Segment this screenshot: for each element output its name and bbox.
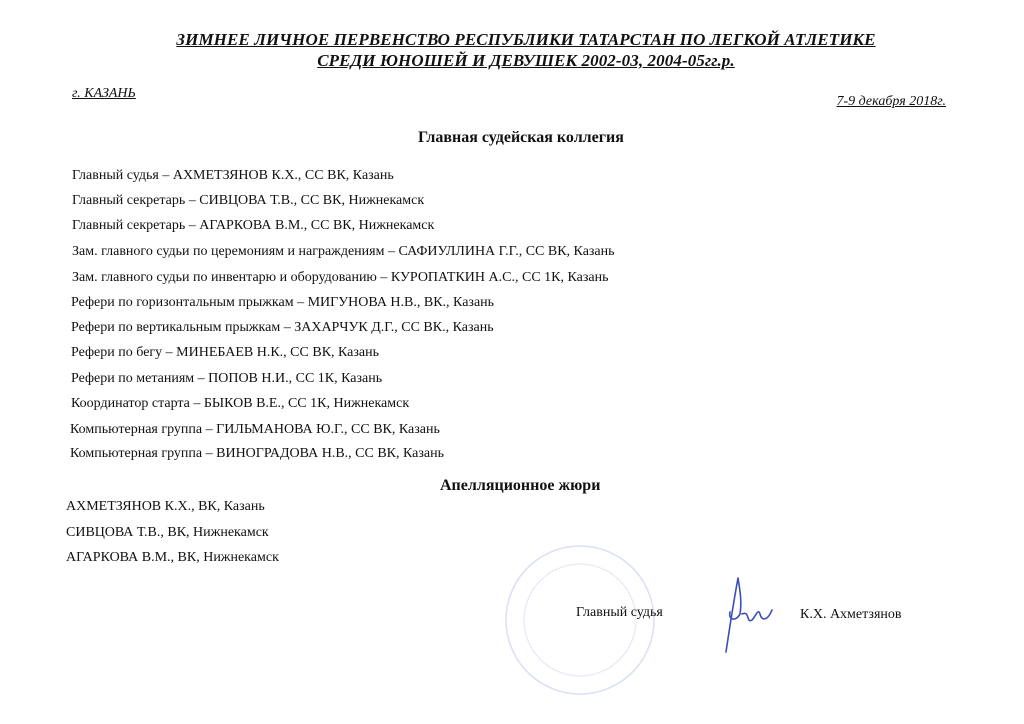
list-item: Главный судья – АХМЕТЗЯНОВ К.Х., СС ВК, Казань: [72, 168, 394, 183]
jury-section-title: Апелляционное жюри: [440, 477, 601, 494]
list-item: Рефери по бегу – МИНЕБАЕВ Н.К., СС ВК, Казань: [71, 345, 380, 360]
signature-name: К.Х. Ахметзянов: [800, 607, 902, 622]
list-item: Компьютерная группа – ВИНОГРАДОВА Н.В., СС ВК, Казань: [70, 446, 445, 461]
list-item: АГАРКОВА В.М., ВК, Нижнекамск: [66, 550, 279, 565]
document-title-line-1: ЗИМНЕЕ ЛИЧНОЕ ПЕРВЕНСТВО РЕСПУБЛИКИ ТАТАРСТАН ПО ЛЕГКОЙ АТЛЕТИКЕ: [176, 30, 876, 49]
list-item: Рефери по вертикальным прыжкам – ЗАХАРЧУК Д.Г., СС ВК., Казань: [71, 320, 494, 335]
list-item: Рефери по метаниям – ПОПОВ Н.И., СС 1К, Казань: [71, 371, 383, 386]
document-title-line-2: СРЕДИ ЮНОШЕЙ И ДЕВУШЕК 2002-03, 2004-05гг.р.: [317, 51, 735, 70]
city-label: г. КАЗАНЬ: [72, 86, 136, 101]
list-item: Рефери по горизонтальным прыжкам – МИГУНОВА Н.В., ВК., Казань: [71, 295, 495, 310]
list-item: Главный секретарь – АГАРКОВА В.М., СС ВК, Нижнекамск: [72, 218, 435, 233]
list-item: Главный секретарь – СИВЦОВА Т.В., СС ВК, Нижнекамск: [72, 193, 425, 208]
list-item: АХМЕТЗЯНОВ К.Х., ВК, Казань: [66, 499, 265, 514]
list-item: СИВЦОВА Т.В., ВК, Нижнекамск: [66, 525, 269, 540]
list-item: Координатор старта – БЫКОВ В.Е., СС 1К, Нижнекамск: [71, 396, 410, 411]
list-item: Зам. главного судьи по инвентарю и оборудованию – КУРОПАТКИН А.С., СС 1К, Казань: [72, 270, 609, 285]
judges-section-title: Главная судейская коллегия: [418, 129, 624, 146]
signature-mark: [716, 570, 778, 660]
list-item: Компьютерная группа – ГИЛЬМАНОВА Ю.Г., СС ВК, Казань: [70, 422, 440, 437]
list-item: Зам. главного судьи по церемониям и награждениям – САФИУЛЛИНА Г.Г., СС ВК, Казань: [72, 244, 615, 259]
signature-role: Главный судья: [576, 605, 663, 620]
date-label: 7-9 декабря 2018г.: [836, 94, 946, 109]
